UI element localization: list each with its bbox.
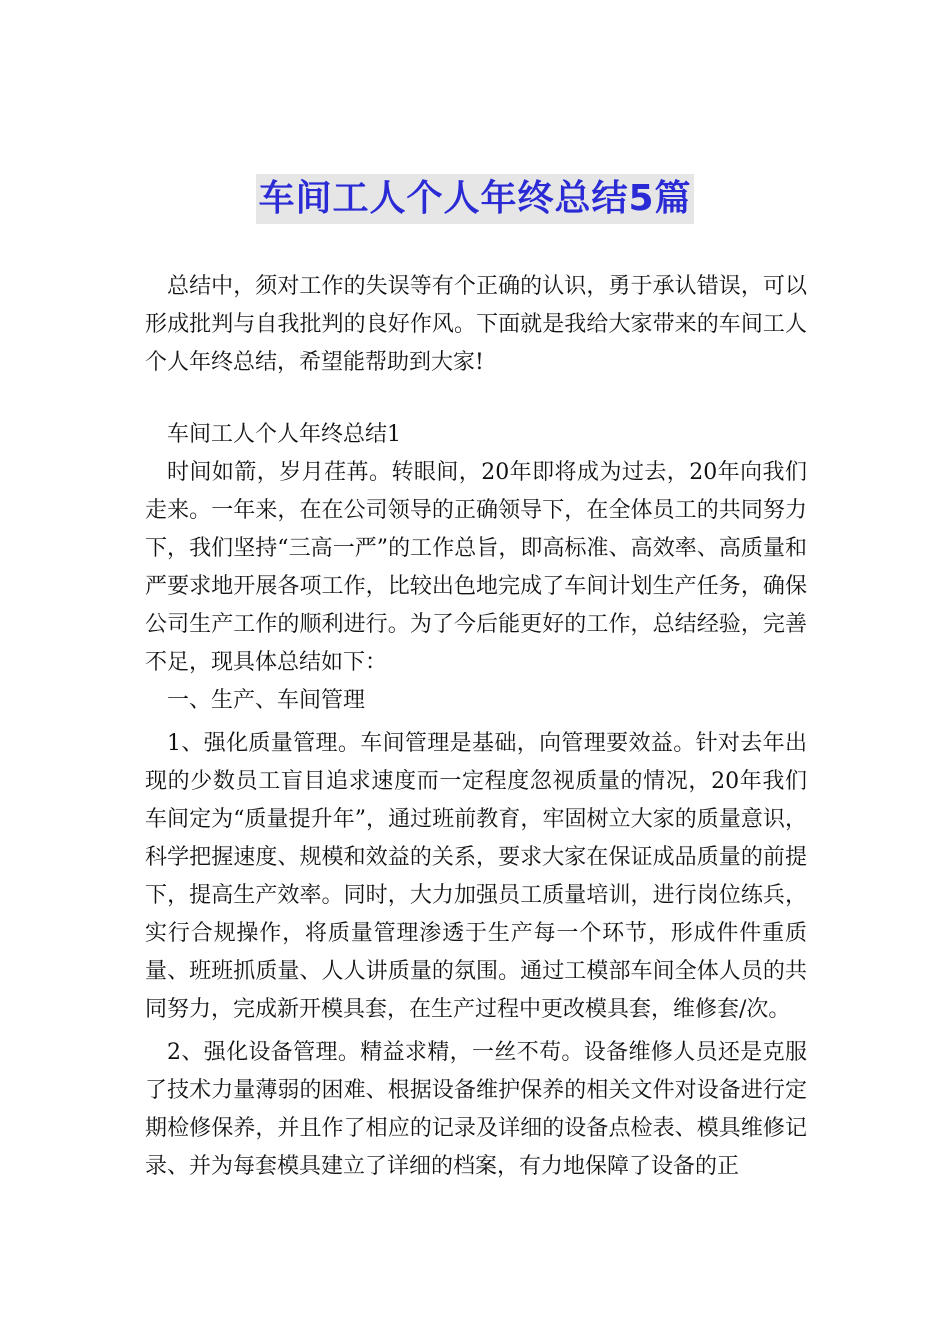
section-block (145, 416, 807, 1186)
body-paragraph: 2、强化设备管理。精益求精，一丝不苟。设备维修人员还是克服了技术力量薄弱的困难、根据设备维护保养的相关文件对设备进行定期检修保养，并且作了相应的记录及详细的设备点检表、模具维修记录、并为每套模具建立了详细的档案，有力地保障了设备的正 (145, 1040, 807, 1179)
intro-block (145, 268, 807, 382)
subsection-heading: 一、生产、车间管理 (167, 688, 366, 713)
intro-paragraph: 总结中，须对工作的失误等有个正确的认识，勇于承认错误，可以形成批判与自我批判的良好作风。下面就是我给大家带来的车间工人个人年终总结，希望能帮助到大家! (145, 274, 807, 375)
document-title: 车间工人个人年终总结5篇 (256, 174, 693, 224)
section-heading: 车间工人个人年终总结1 (167, 422, 401, 447)
title-container (0, 174, 950, 224)
body-paragraph: 1、强化质量管理。车间管理是基础，向管理要效益。针对去年出现的少数员工盲目追求速度而一定程度忽视质量的情况，20年我们车间定为“质量提升年”，通过班前教育，牢固树立大家的质量意识，科学把握速度、规模和效益的关系，要求大家在保证成品质量的前提下，提高生产效率。同时，大力加强员工质量培训，进行岗位练兵，实行合规操作，将质量管理渗透于生产每一个环节，形成件件重质量、班班抓质量、人人讲质量的氛围。通过工模部车间全体人员的共同努力，完成新开模具套，在生产过程中更改模具套，维修套/次。 (145, 731, 807, 1022)
body-paragraph: 时间如箭，岁月荏苒。转眼间，20年即将成为过去，20年向我们走来。一年来，在在公司领导的正确领导下，在全体员工的共同努力下，我们坚持“三高一严”的工作总旨，即高标准、高效率、高质量和严要求地开展各项工作，比较出色地完成了车间计划生产任务，确保公司生产工作的顺利进行。为了今后能更好的工作，总结经验，完善不足，现具体总结如下： (145, 460, 807, 675)
